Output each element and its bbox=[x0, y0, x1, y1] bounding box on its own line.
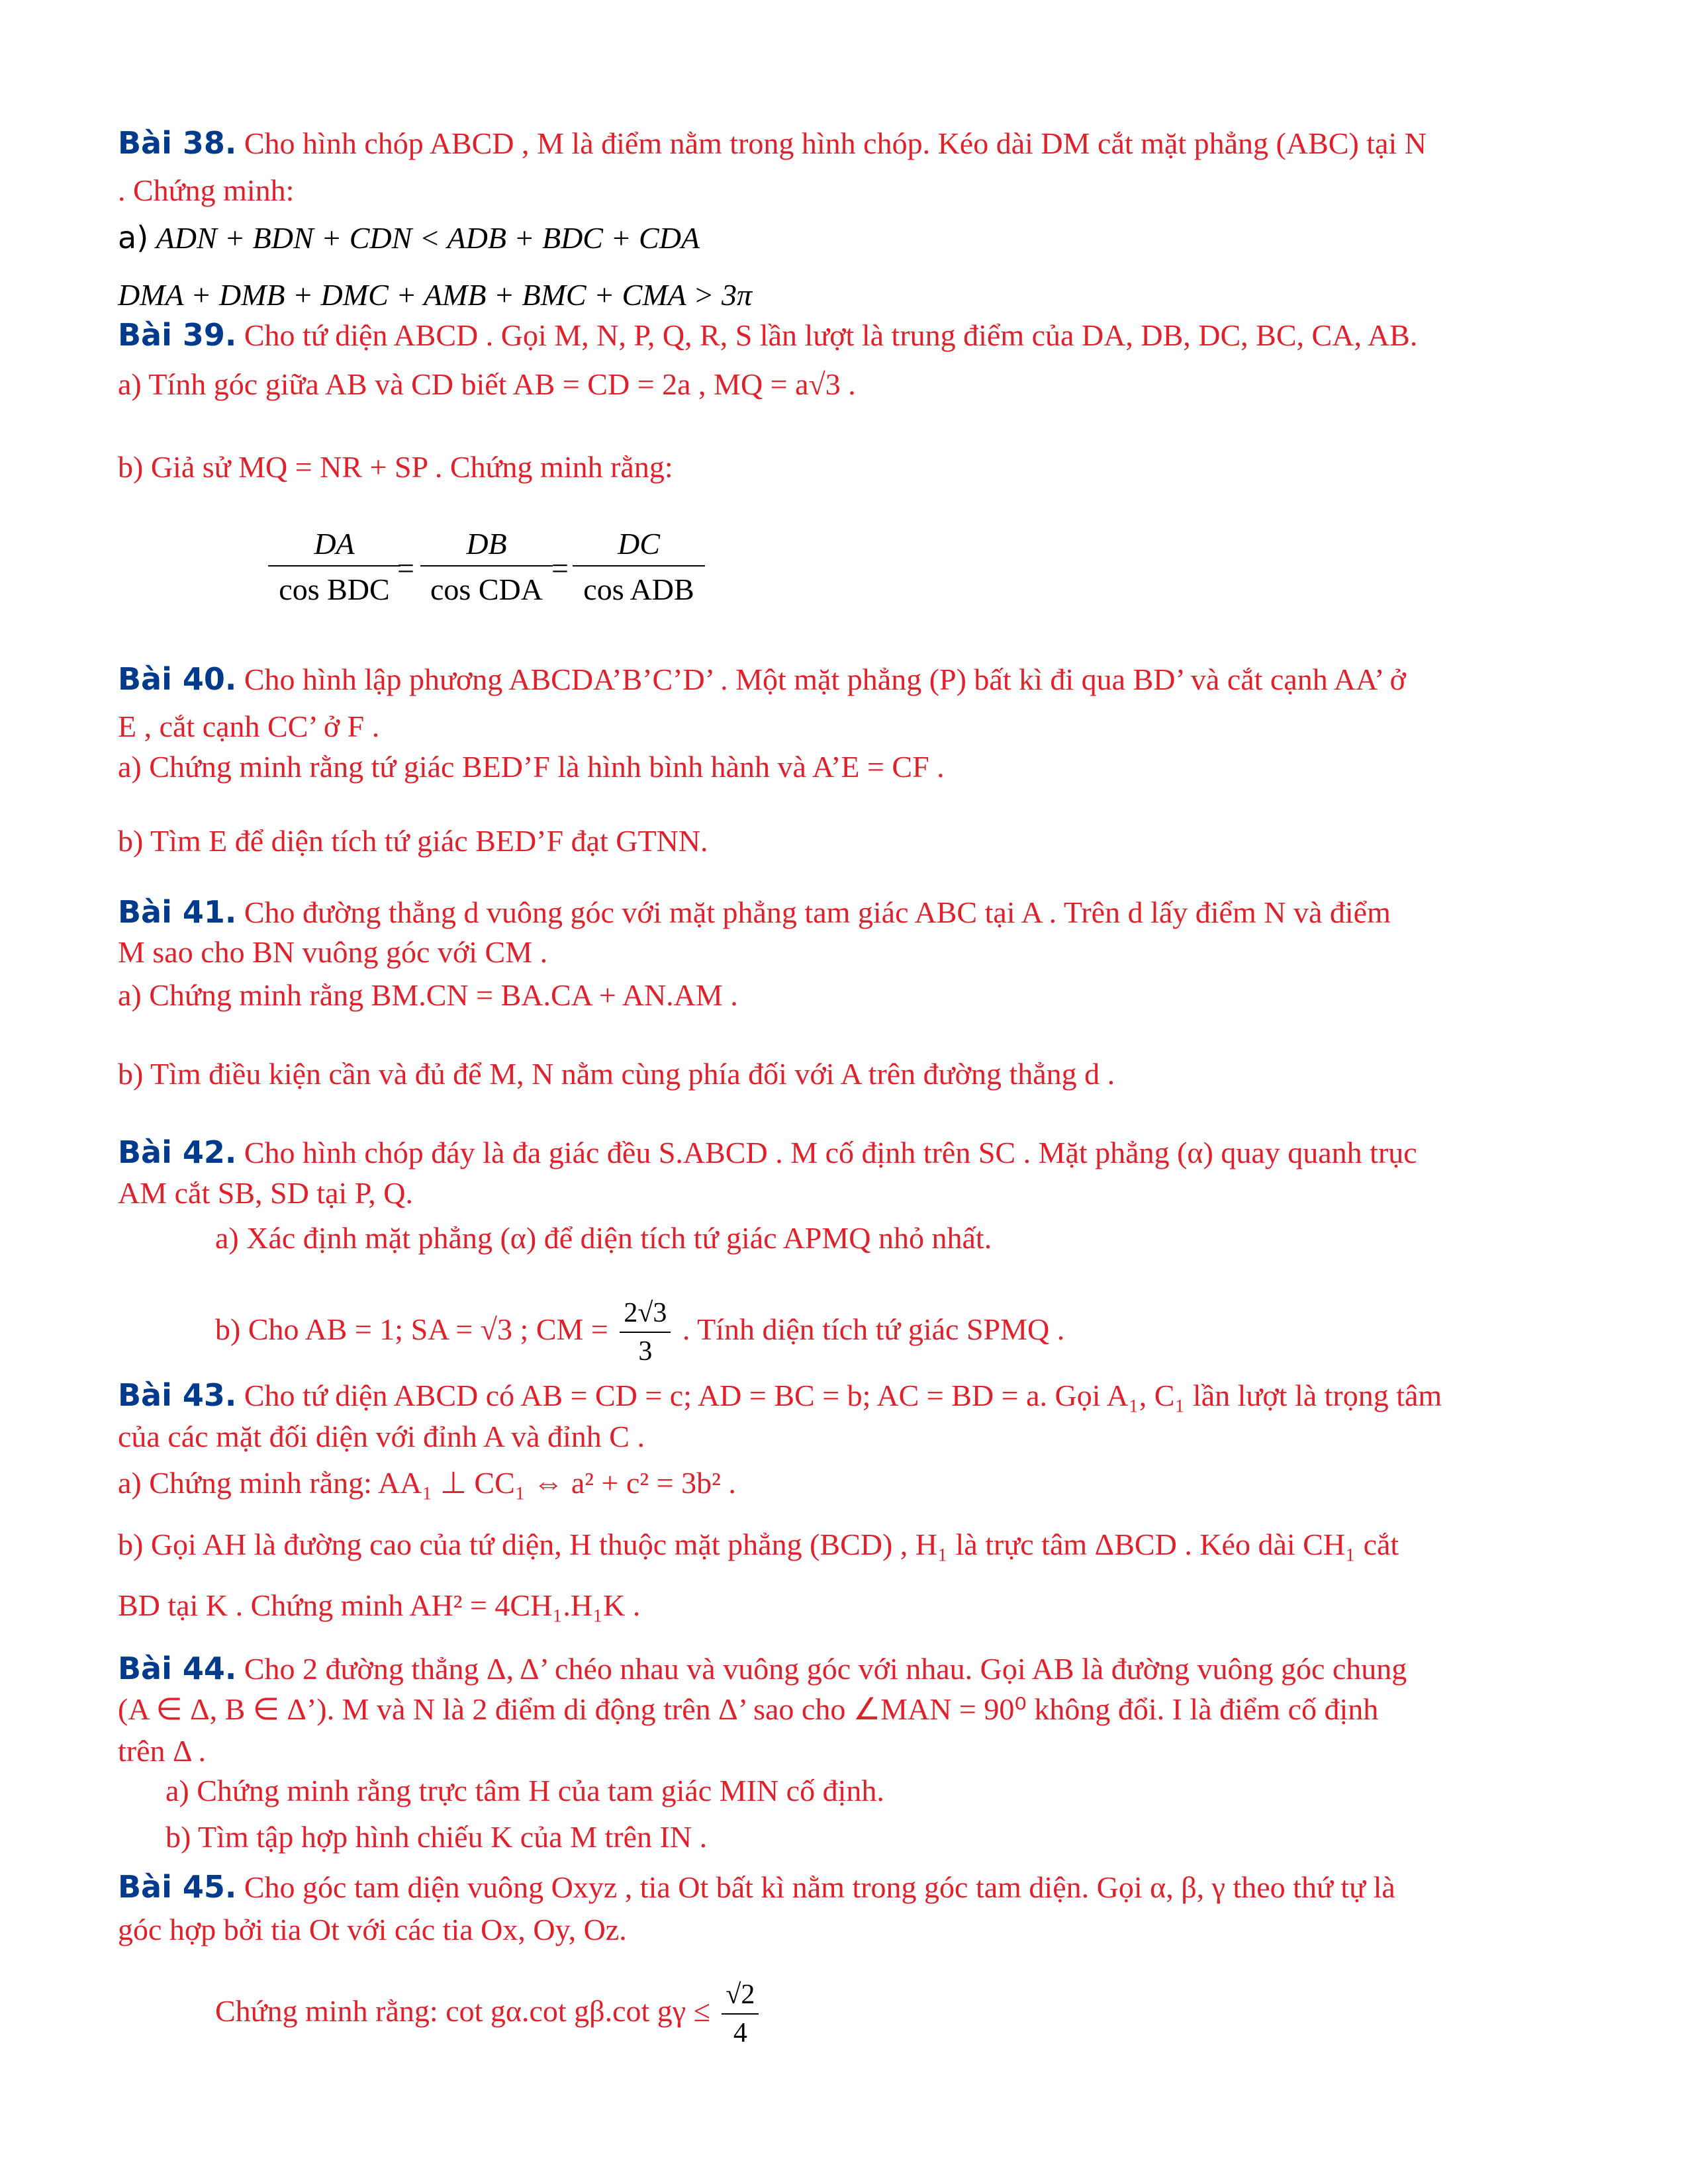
b44-line3: trên Δ . bbox=[118, 1734, 207, 1768]
b41-b: b) Tìm điều kiện cần và đủ để M, N nằm cùng phía đối với A trên đường thẳng d . bbox=[118, 1057, 1115, 1091]
b42-line1 bbox=[118, 1135, 1570, 1171]
b43-b1: b) Gọi AH là đường cao của tứ diện, H thuộc mặt phẳng (BCD) , H₁ là trực tâm ΔBCD . Kéo dài CH₁ cắt bbox=[118, 1527, 1399, 1561]
b45-c-fraction bbox=[722, 1979, 759, 2050]
b41-line2: M sao cho BN vuông góc với CM . bbox=[118, 935, 548, 969]
b45-title: Bài 45. bbox=[118, 1869, 237, 1905]
b40-a: a) Chứng minh rằng tứ giác BED’F là hình bình hành và A’E = CF . bbox=[118, 750, 945, 784]
b40-line2: E , cắt cạnh CC’ ở F . bbox=[118, 709, 380, 743]
b42-b-fraction-den: 3 bbox=[638, 1336, 653, 1367]
b41-text1: Cho đường thẳng d vuông góc với mặt phẳng tam giác ABC tại A . Trên d lấy điểm N và điểm bbox=[244, 895, 1391, 929]
b41-a: a) Chứng minh rằng BM.CN = BA.CA + AN.AM . bbox=[118, 978, 738, 1012]
b40-title: Bài 40. bbox=[118, 661, 237, 697]
b39-fraction-3-num: DC bbox=[573, 526, 705, 567]
b39-equals-1: = bbox=[397, 551, 414, 585]
b45-line1 bbox=[118, 1870, 1570, 1905]
b38-b-expr: DMA + DMB + DMC + AMB + BMC + CMA > 3π bbox=[118, 278, 753, 312]
b40-b: b) Tìm E để diện tích tứ giác BED’F đạt GTNN. bbox=[118, 824, 708, 858]
b42-title: Bài 42. bbox=[118, 1134, 237, 1170]
b45-c-fraction-num: √2 bbox=[722, 1979, 759, 2015]
b44-line1 bbox=[118, 1651, 1570, 1687]
b42-line2: AM cắt SB, SD tại P, Q. bbox=[118, 1176, 413, 1210]
b44-text1: Cho 2 đường thẳng Δ, Δ’ chéo nhau và vuông góc với nhau. Gọi AB là đường vuông góc chung bbox=[244, 1652, 1407, 1686]
b38-title: Bài 38. bbox=[118, 125, 237, 161]
b42-b-fraction-num: 2√3 bbox=[620, 1297, 671, 1333]
b42-b bbox=[215, 1297, 1570, 1368]
b43-b2: BD tại K . Chứng minh AH² = 4CH₁.H₁K . bbox=[118, 1588, 641, 1622]
b39-a: a) Tính góc giữa AB và CD biết AB = CD = 2a , MQ = a√3 . bbox=[118, 367, 856, 401]
b39-fraction-3 bbox=[573, 526, 705, 607]
b38-line2: . Chứng minh: bbox=[118, 173, 295, 207]
b43-text1: Cho tứ diện ABCD có AB = CD = c; AD = BC = b; AC = BD = a. Gọi A₁, C₁ lần lượt là trọng tâm bbox=[244, 1379, 1442, 1412]
b43-line1 bbox=[118, 1378, 1570, 1414]
b44-b: b) Tìm tập hợp hình chiếu K của M trên IN . bbox=[165, 1820, 708, 1854]
b43-title: Bài 43. bbox=[118, 1377, 237, 1413]
b39-fraction-1-num: DA bbox=[268, 526, 400, 567]
b43-line2: của các mặt đối diện với đỉnh A và đỉnh C . bbox=[118, 1420, 645, 1453]
b42-a: a) Xác định mặt phẳng (α) để diện tích tứ giác APMQ nhỏ nhất. bbox=[215, 1221, 992, 1255]
b41-line1 bbox=[118, 895, 1570, 931]
b39-text1: Cho tứ diện ABCD . Gọi M, N, P, Q, R, S lần lượt là trung điểm của DA, DB, DC, BC, CA, AB. bbox=[244, 318, 1418, 352]
b39-b: b) Giả sử MQ = NR + SP . Chứng minh rằng: bbox=[118, 450, 673, 484]
b42-text1: Cho hình chóp đáy là đa giác đều S.ABCD . M cố định trên SC . Mặt phẳng (α) quay quanh trục bbox=[244, 1136, 1417, 1169]
b45-c-fraction-den: 4 bbox=[733, 2018, 747, 2049]
b42-b-pre: b) Cho AB = 1; SA = √3 ; CM = bbox=[215, 1312, 608, 1346]
b40-text1: Cho hình lập phương ABCDA’B’C’D’ . Một mặt phẳng (P) bất kì đi qua BD’ và cắt cạnh AA’ ở bbox=[244, 662, 1406, 696]
b39-fraction-2-den: cos CDA bbox=[430, 572, 543, 606]
b38-a bbox=[118, 220, 1570, 256]
b39-title: Bài 39. bbox=[118, 317, 237, 353]
b40-line1 bbox=[118, 662, 1570, 698]
b38-b bbox=[118, 278, 1570, 313]
b41-title: Bài 41. bbox=[118, 894, 237, 930]
b45-c bbox=[215, 1979, 1570, 2050]
b44-title: Bài 44. bbox=[118, 1651, 237, 1686]
b45-text1: Cho góc tam diện vuông Oxyz , tia Ot bất kì nằm trong góc tam diện. Gọi α, β, γ theo thứ tự là bbox=[244, 1870, 1395, 1904]
b39-line1 bbox=[118, 318, 1570, 353]
b44-a: a) Chứng minh rằng trực tâm H của tam giác MIN cố định. bbox=[165, 1774, 884, 1807]
b38-line1 bbox=[118, 126, 1570, 161]
b45-line2: góc hợp bởi tia Ot với các tia Ox, Oy, Oz. bbox=[118, 1913, 627, 1946]
b42-b-fraction bbox=[620, 1297, 671, 1368]
b45-c-pre: Chứng minh rằng: cot gα.cot gβ.cot gγ ≤ bbox=[215, 1993, 710, 2028]
b39-fraction-3-den: cos ADB bbox=[583, 572, 694, 606]
b39-equals-2: = bbox=[551, 551, 569, 585]
b42-b-post: . Tính diện tích tứ giác SPMQ . bbox=[682, 1312, 1065, 1346]
b43-a: a) Chứng minh rằng: AA₁ ⊥ CC₁ ⇔ a² + c² = 3b² . bbox=[118, 1466, 736, 1500]
b38-a-expr: ADN + BDN + CDN < ADB + BDC + CDA bbox=[156, 221, 700, 255]
b39-fraction-1 bbox=[268, 526, 400, 607]
b39-fraction-1-den: cos BDC bbox=[279, 572, 390, 606]
b38-a-label: a) bbox=[118, 220, 149, 255]
b39-fraction-2 bbox=[420, 526, 553, 607]
b39-fraction-2-num: DB bbox=[420, 526, 553, 567]
b38-text1: Cho hình chóp ABCD , M là điểm nằm trong hình chóp. Kéo dài DM cắt mặt phẳng (ABC) tại N bbox=[244, 126, 1427, 160]
b44-line2: (A ∈ Δ, B ∈ Δ’). M và N là 2 điểm di động trên Δ’ sao cho ∠MAN = 90⁰ không đổi. I là điểm cố định bbox=[118, 1692, 1379, 1726]
